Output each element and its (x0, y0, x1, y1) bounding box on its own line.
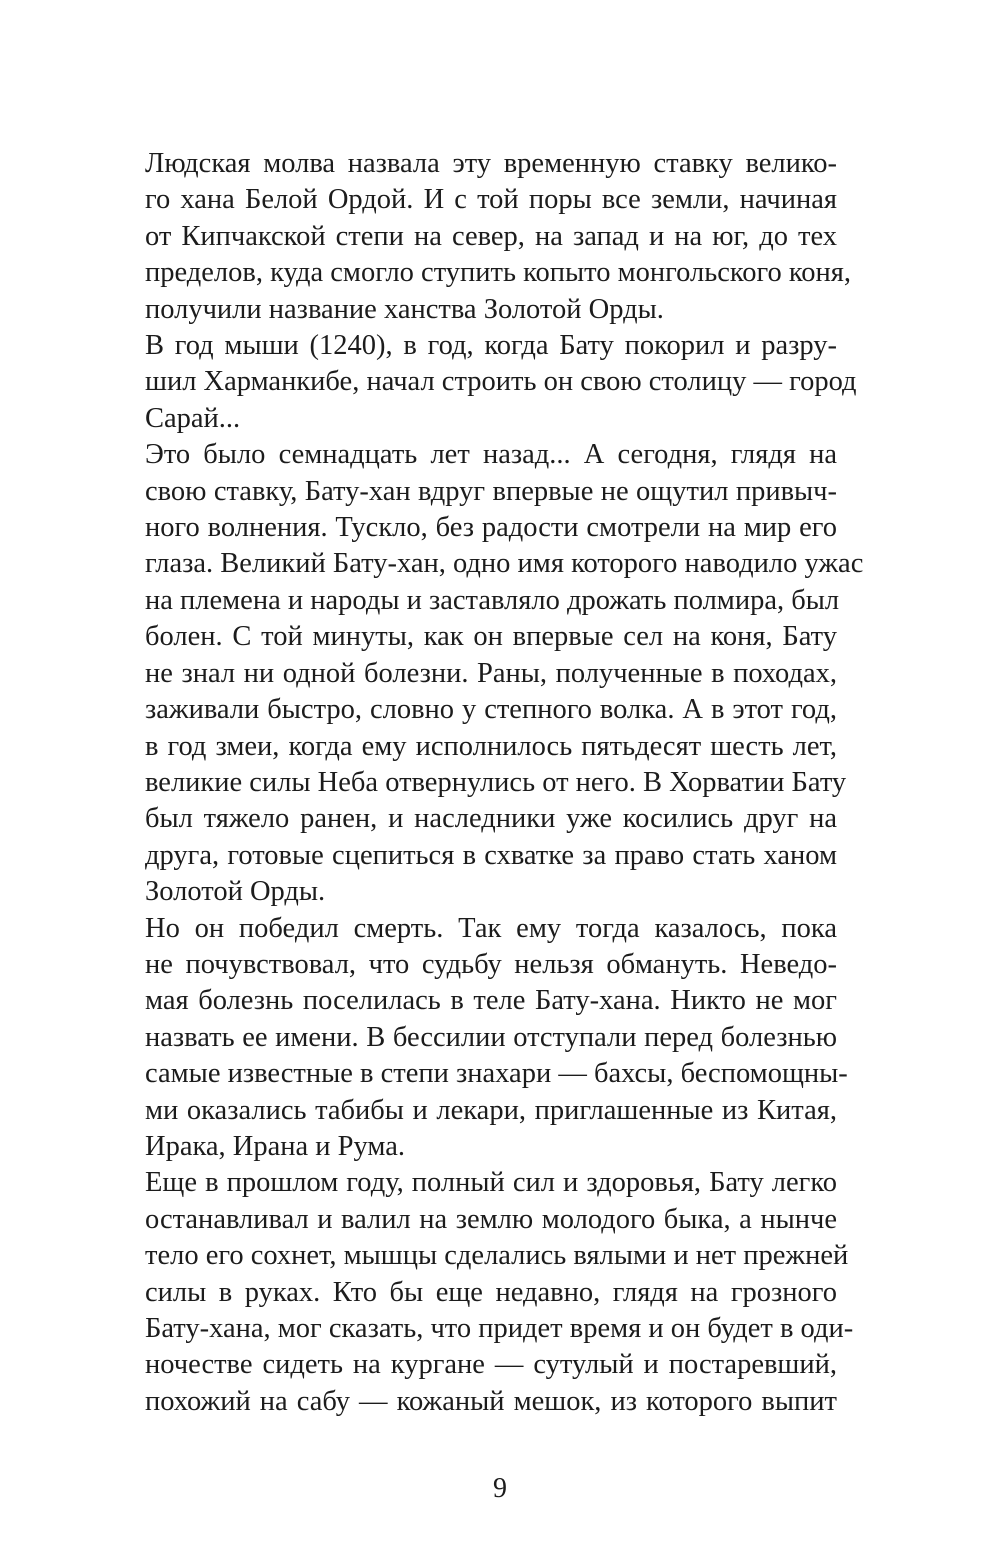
text-line: не знал ни одной болезни. Раны, полученные в походах, (145, 657, 837, 689)
text-line: тело его сохнет, мышцы сделались вялыми и нет прежней (145, 1240, 849, 1272)
text-line: Это было семнадцать лет назад... А сегодня, глядя на (145, 439, 837, 471)
text-line: останавливал и валил на землю молодого быка, а нынче (145, 1203, 837, 1235)
text-line: силы в руках. Кто бы еще недавно, глядя на грозного (145, 1276, 837, 1308)
paragraph (103, 1165, 854, 1420)
text-line: самые известные в степи знахари — бахсы, беспомощны- (145, 1058, 848, 1090)
text-line: получили название ханства Золотой Орды. (145, 293, 664, 325)
text-line: В год мыши (1240), в год, когда Бату покорил и разру- (145, 330, 837, 362)
paragraph (103, 437, 864, 910)
text-line: заживали быстро, словно у степного волка. А в этот год, (145, 694, 837, 726)
text-line: похожий на сабу — кожаный мешок, из которого выпит (145, 1385, 837, 1417)
text-line: пределов, куда смогло ступить копыто монгольского коня, (145, 257, 852, 289)
text-line: глаза. Великий Бату-хан, одно имя которого наводило ужас (145, 548, 864, 580)
paragraph (103, 328, 857, 437)
text-line: Еще в прошлом году, полный сил и здоровья, Бату легко (145, 1167, 837, 1199)
text-line: мая болезнь поселилась в теле Бату-хана. Никто не мог (145, 985, 837, 1017)
text-line: шил Харманкибе, начал строить он свою столицу — город (145, 366, 857, 398)
text-line: ночестве сидеть на кургане — сутулый и постаревший, (145, 1349, 837, 1381)
text-line: великие силы Неба отвернулись от него. В Хорватии Бату (145, 766, 847, 798)
text-line: болен. С той минуты, как он впервые сел на коня, Бату (145, 621, 837, 653)
text-line: был тяжело ранен, и наследники уже косились друг на (145, 803, 837, 835)
paragraph (103, 146, 852, 328)
text-line: свою ставку, Бату-хан вдруг впервые не ощутил привыч- (145, 475, 837, 507)
text-line: в год змеи, когда ему исполнилось пятьдесят шесть лет, (145, 730, 837, 762)
text-line: Золотой Орды. (145, 876, 326, 908)
paragraph (103, 911, 848, 1166)
text-line: ми оказались табибы и лекари, приглашенные из Китая, (145, 1094, 837, 1126)
text-line: назвать ее имени. В бессилии отступали перед болезнью (145, 1021, 837, 1053)
text-line: Но он победил смерть. Так ему тогда казалось, пока (145, 912, 837, 944)
text-line: Сарай... (145, 402, 241, 434)
text-line: Ирака, Ирана и Рума. (145, 1130, 406, 1162)
body-text (103, 146, 864, 1420)
text-line: от Кипчакской степи на север, на запад и на юг, до тех (145, 220, 837, 252)
text-line: ного волнения. Тускло, без радости смотрели на мир его (145, 512, 837, 544)
text-line: друга, готовые сцепиться в схватке за право стать ханом (145, 839, 837, 871)
text-line: Бату-хана, мог сказать, что придет время и он будет в оди- (145, 1313, 854, 1344)
page-number: 9 (493, 1473, 507, 1504)
text-line: на племена и народы и заставляло дрожать полмира, был (145, 584, 840, 616)
text-line: не почувствовал, что судьбу нельзя обмануть. Неведо- (145, 948, 837, 980)
text-line: Людская молва назвала эту временную ставку велико- (145, 148, 837, 179)
text-line: го хана Белой Ордой. И с той поры все земли, начиная (145, 184, 837, 216)
